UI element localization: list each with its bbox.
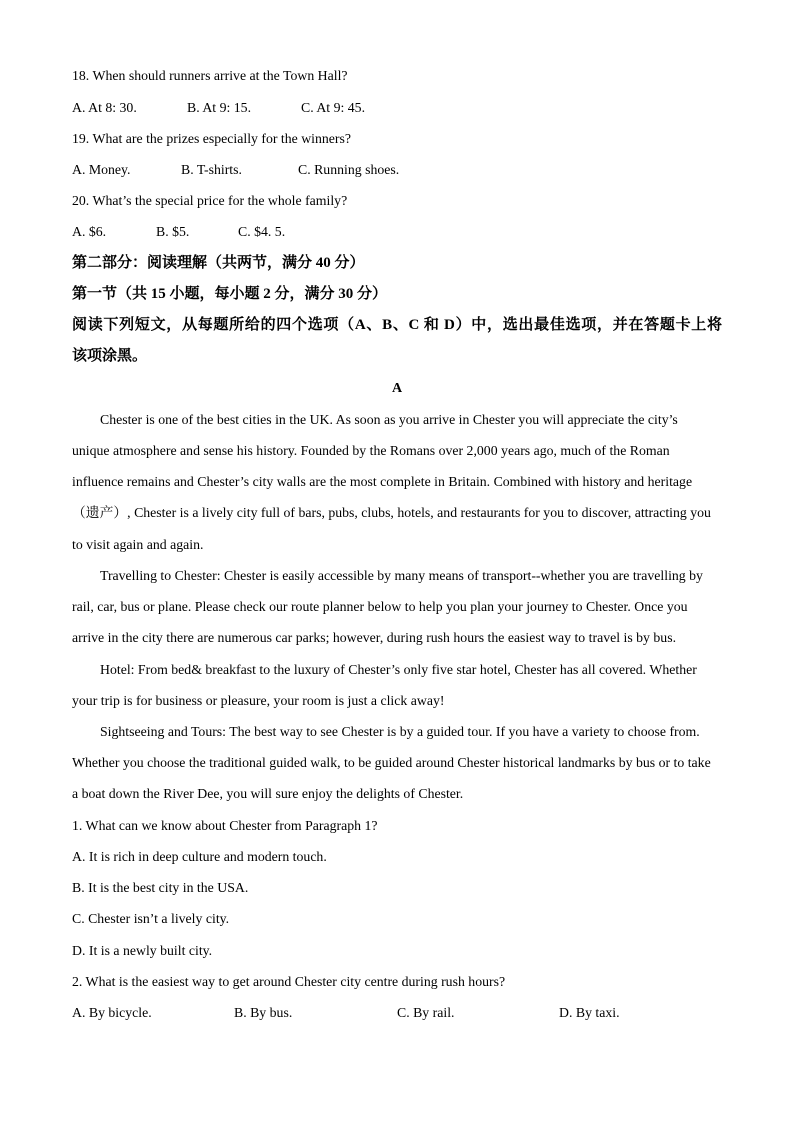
part2-title: 第二部分：阅读理解（共两节，满分 40 分） <box>72 254 365 271</box>
paragraph-4 <box>72 716 722 810</box>
paragraph-line: unique atmosphere and sense his history. Founded by the Romans over 2,000 years ago, much of the Roman <box>72 443 670 459</box>
paragraph-line: your trip is for business or pleasure, your room is just a click away! <box>72 692 445 708</box>
q1-option-a: A. It is rich in deep culture and modern touch. <box>72 848 327 864</box>
q18-option-b: B. At 9: 15. <box>187 99 252 115</box>
question-19-stem: 19. What are the prizes especially for the winners? <box>72 130 352 146</box>
paragraph-line: Sightseeing and Tours: The best way to see Chester is by a guided tour. If you have a variety to choose from. <box>100 723 700 739</box>
paragraph-line: Chester is one of the best cities in the UK. As soon as you arrive in Chester you will appreciate the city’s <box>100 411 678 427</box>
question-20-stem: 20. What’s the special price for the whole family? <box>72 193 348 209</box>
paragraph-line: Travelling to Chester: Chester is easily accessible by many means of transport--whether you are travelling by <box>100 567 703 583</box>
paragraph-line: Hotel: From bed& breakfast to the luxury of Chester’s only five star hotel, Chester has all covered. Whether <box>100 661 697 677</box>
question-20-options <box>72 216 722 247</box>
question-18-stem: 18. When should runners arrive at the Town Hall? <box>72 68 348 84</box>
page-content <box>72 60 722 1028</box>
paragraph-line: rail, car, bus or plane. Please check our route planner below to help you plan your journey to Chester. Once you <box>72 599 688 615</box>
q2-option-b: B. By bus. <box>234 1004 293 1020</box>
paragraph-2 <box>72 560 722 654</box>
q1-option-d: D. It is a newly built city. <box>72 942 213 958</box>
q20-option-c: C. $4. 5. <box>238 224 286 240</box>
section1-title: 第一节（共 15 小题，每小题 2 分，满分 30 分） <box>72 285 388 302</box>
paragraph-line: （遗产）, Chester is a lively city full of bars, pubs, clubs, hotels, and restaurants for you to discover, attracting you <box>72 505 711 521</box>
paragraph-3 <box>72 654 722 716</box>
q19-option-b: B. T-shirts. <box>181 162 242 178</box>
paragraph-line: influence remains and Chester’s city walls are the most complete in Britain. Combined with history and heritage <box>72 474 693 490</box>
q18-option-a: A. At 8: 30. <box>72 99 137 115</box>
q1-option-b: B. It is the best city in the USA. <box>72 880 249 896</box>
question-2-stem: 2. What is the easiest way to get around Chester city centre during rush hours? <box>72 973 506 989</box>
q20-option-b: B. $5. <box>156 224 190 240</box>
question-1-stem: 1. What can we know about Chester from Paragraph 1? <box>72 817 378 833</box>
question-18-options <box>72 92 722 123</box>
q2-option-d: D. By taxi. <box>559 1004 620 1020</box>
q20-option-a: A. $6. <box>72 224 107 240</box>
q2-option-c: C. By rail. <box>397 1004 455 1020</box>
paragraph-line: a boat down the River Dee, you will sure enjoy the delights of Chester. <box>72 786 464 802</box>
paragraph-1 <box>72 404 722 560</box>
instructions-line-1: 阅读下列短文，从每题所给的四个选项（A、B、C 和 D）中，选出最佳选项，并在答题卡上将 <box>72 317 722 334</box>
q18-option-c: C. At 9: 45. <box>301 99 366 115</box>
q19-option-a: A. Money. <box>72 162 131 178</box>
paragraph-line: Whether you choose the traditional guided walk, to be guided around Chester historical landmarks by bus or to take <box>72 755 711 771</box>
instructions-line-2: 该项涂黑。 <box>72 348 148 365</box>
q19-option-c: C. Running shoes. <box>298 162 400 178</box>
q1-option-c: C. Chester isn’t a lively city. <box>72 911 230 927</box>
question-2-options <box>72 997 722 1028</box>
paragraph-line: to visit again and again. <box>72 536 204 552</box>
passage-label: A <box>391 380 403 396</box>
paragraph-line: arrive in the city there are numerous car parks; however, during rush hours the easiest way to travel is by bus. <box>72 630 677 646</box>
question-19-options <box>72 154 722 185</box>
q2-option-a: A. By bicycle. <box>72 1004 152 1020</box>
